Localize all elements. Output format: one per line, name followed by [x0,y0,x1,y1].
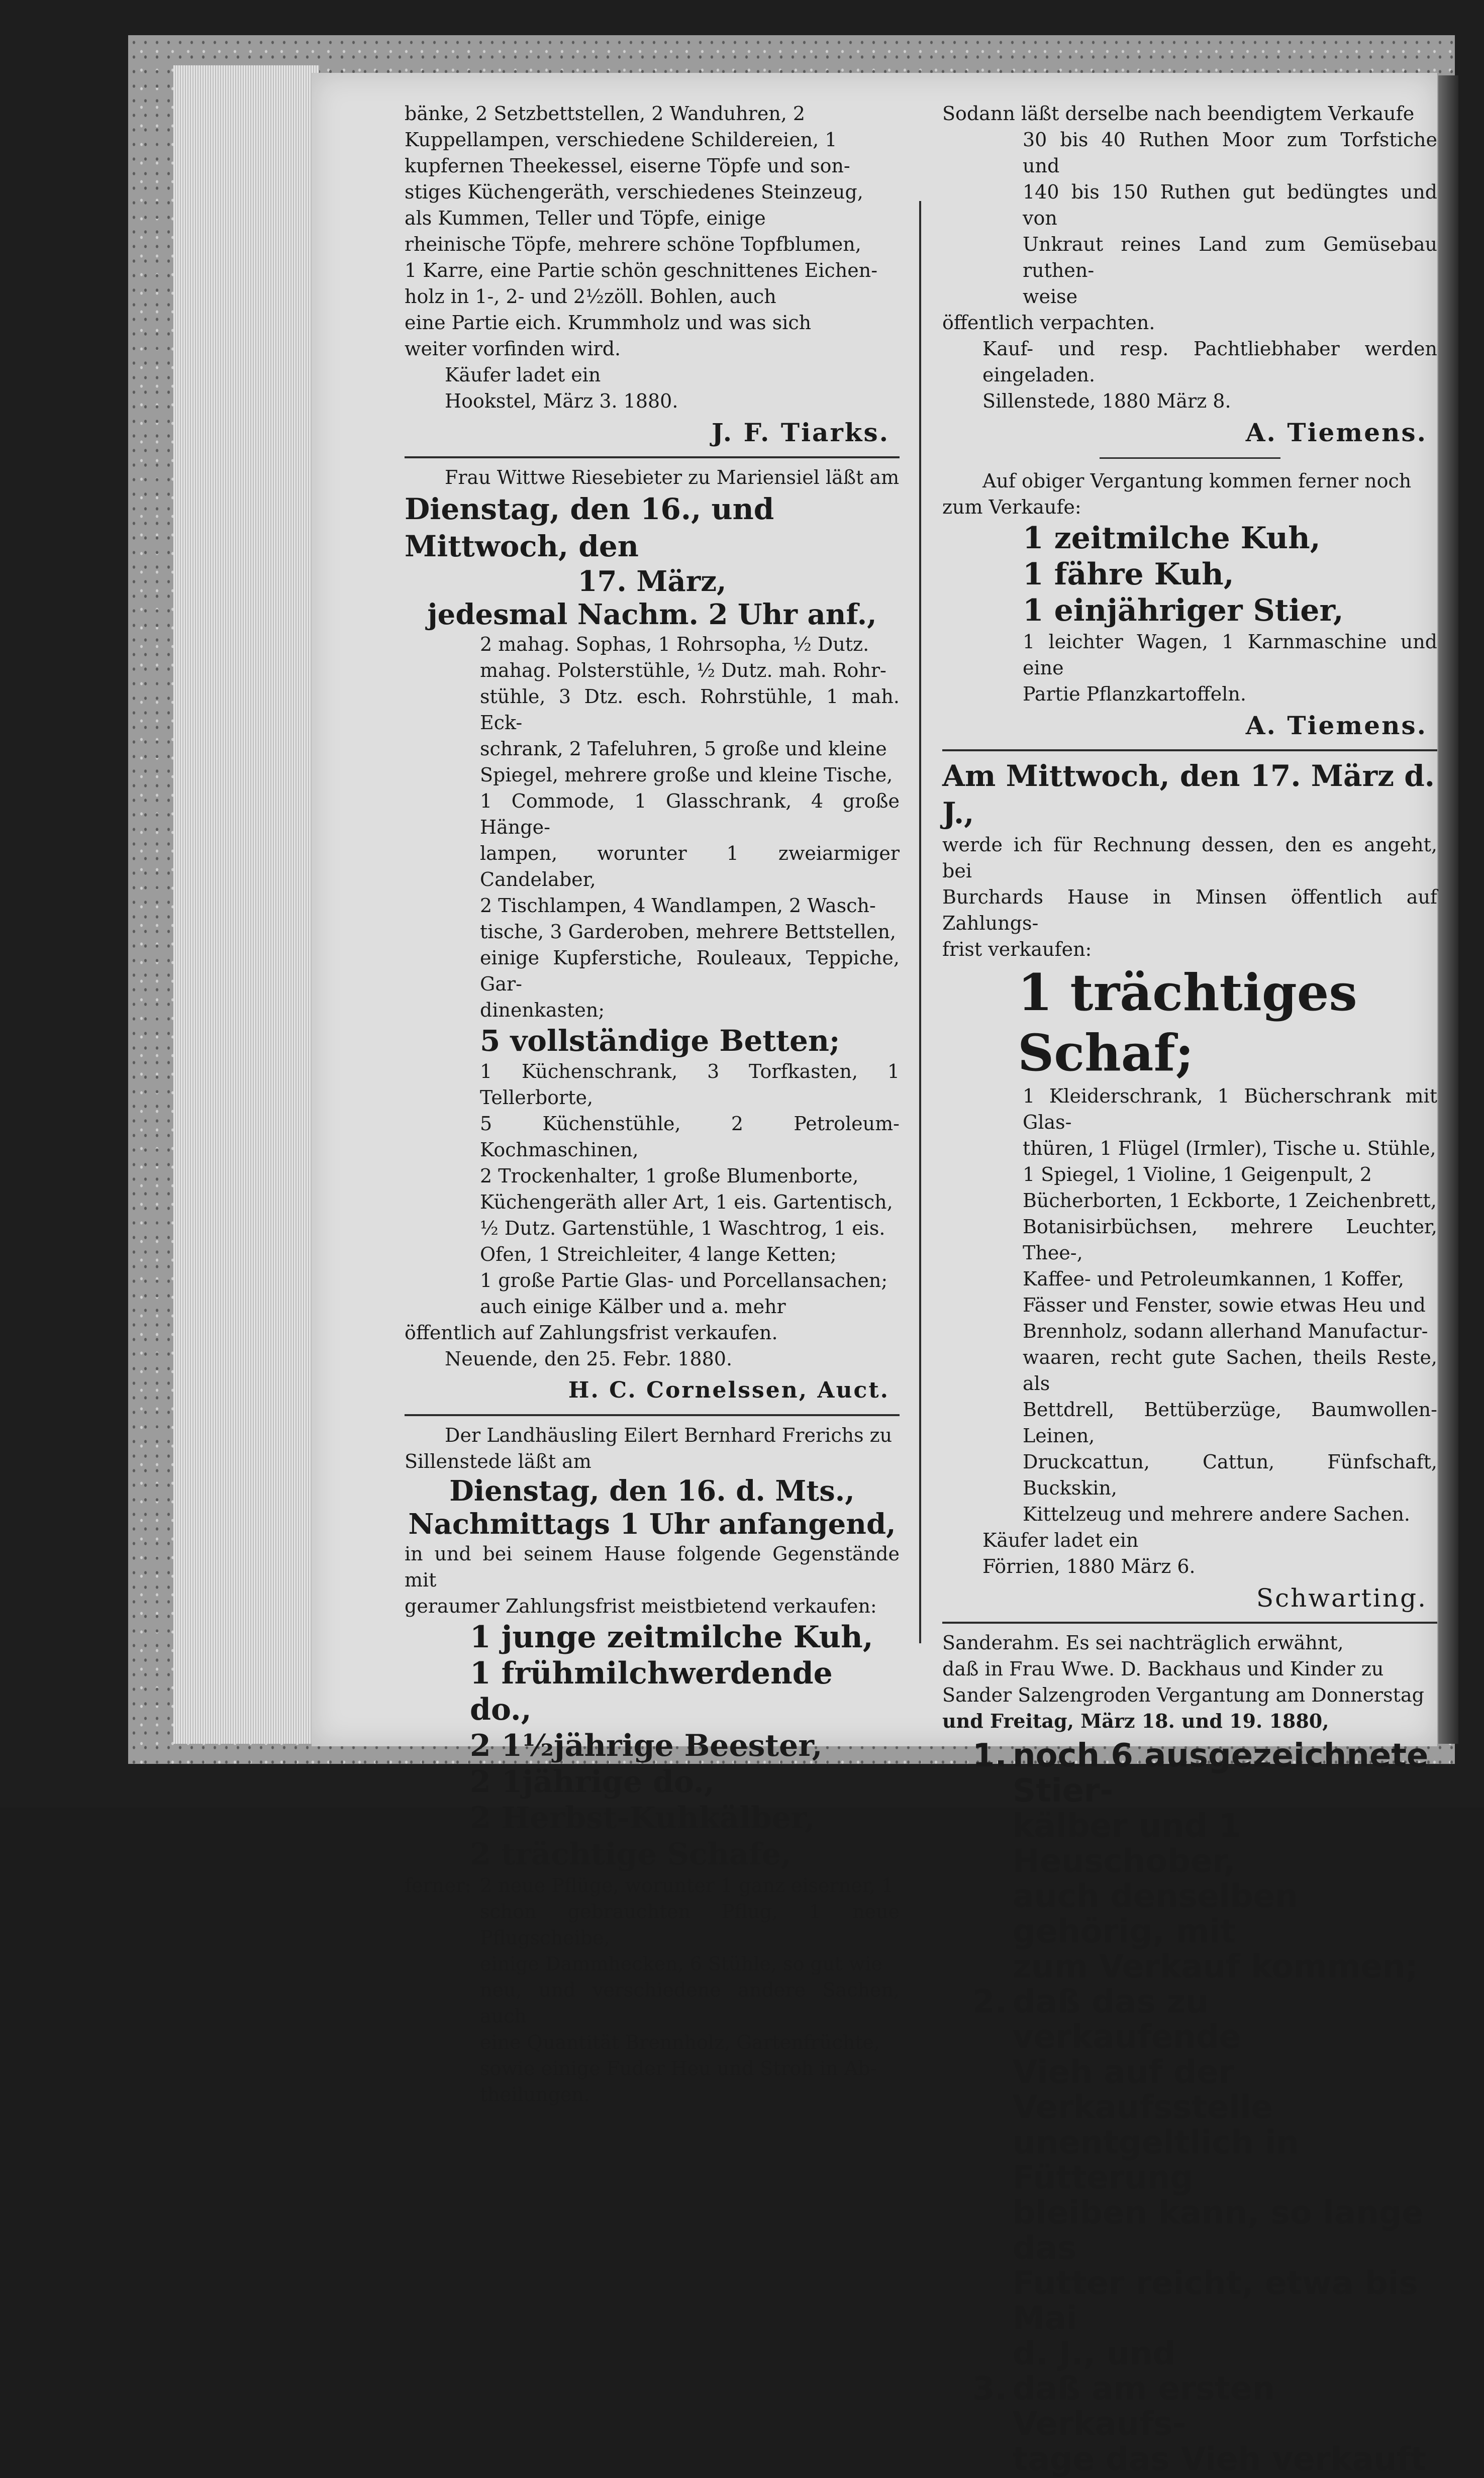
text-line: Brennholz, sodann allerhand Manufactur- [1023,1320,1428,1342]
place-date: Neuende, den 25. Febr. 1880. [445,1348,733,1370]
text-line: thüren, 1 Flügel (Irmler), Tische u. Stühle, [1023,1137,1436,1159]
invite-line: Käufer ladet ein [445,364,601,386]
text-line: tage das Vieh verkauft [1013,2441,1426,2478]
text-line: werde ich für Rechnung dessen, den es angeht, bei [942,834,1437,882]
text-line: kälber und 1 Heuschober, [1013,1808,1241,1880]
text-line: Kaffee- und Petroleumkannen, 1 Koffer, [1023,1268,1404,1290]
time-headline: jedesmal Nachm. 2 Uhr anf., [427,598,877,631]
text-line: 140 bis 150 Ruthen gut bedüngtes und von [1023,181,1437,229]
text-line: 1 Commode, 1 Glasschrank, 4 große Hänge- [480,790,900,838]
numbered-item [942,1985,1437,2371]
ad-schwarting [942,757,1437,1615]
text-line: schon gebrauchten Pflug, 1 neue Pflugscheibe, [480,1901,900,1949]
place-date: Hookstel, März 3. 1880. [445,390,678,412]
highlight-item: 1 trächtiges Schaf; [1018,963,1357,1082]
text-line: geraumer Zahlungsfrist meistbietend verkaufen: [405,1595,877,1617]
ad-separator [942,1622,1437,1624]
text-line: 1 leichter Wagen, 1 Karnmaschine und eine [1023,631,1437,679]
numbered-item [942,1738,1437,1985]
text-line: Unkraut reines Land zum Gemüsebau ruthen- [1023,233,1437,281]
item-number: 2. [972,1984,1007,2021]
text-line: daß in Frau Wwe. D. Backhaus und Kinder zu [942,1658,1384,1680]
text-line: Druckcattun, Cattun, Fünfschaft, Buckskin, [1023,1451,1437,1499]
animal-item: 1 junge zeitmilche Kuh, [470,1620,873,1655]
text-line: eine Partie eich. Krummholz und was sich [405,312,812,334]
indented-block [942,629,1437,707]
ad-riesebieter [405,464,900,1407]
time-headline: Nachmittags 1 Uhr anfangend, [408,1508,896,1541]
text-line: zum Verkaufe: [942,496,1081,518]
text-line: kupfernen Theekessel, eiserne Töpfe und son- [405,155,850,177]
text-line: Vieh auf der Verkaufsstelle [1013,2054,1273,2126]
text-line: neu, und verschiedene andere Sachen, auch [480,1979,900,2027]
right-column [942,101,1437,2477]
text-line: Futter reicht, etwa bis Mai [1013,2265,1418,2337]
closing-line: öffentlich verpachten. [942,312,1155,334]
text-line: tische, 3 Garderoben, mehrere Bettstellen, [480,921,897,943]
book-gutter [1438,75,1458,1744]
ad-separator [405,1414,900,1416]
text-line: Partie Pflanzkartoffeln. [1023,683,1246,705]
item-list [942,1083,1437,1527]
text-line: Burchards Hause in Minsen öffentlich auf Zahlungs- [942,886,1437,934]
text-line: 1 Küchenschrank, 3 Torfkasten, 1 Tellerborte, [480,1060,900,1109]
closing-line: öffentlich auf Zahlungsfrist verkaufen. [405,1322,778,1344]
text-line: Küchengeräth aller Art, 1 eis. Gartentisch, [480,1191,893,1213]
ad-tiemens-pacht [942,101,1437,449]
text-line: in und bei seinem Hause folgende Gegenstände mit [405,1543,900,1591]
text-line: dinenkasten; [480,999,605,1021]
text-line: d. J., und [1013,2335,1176,2372]
text-line: weiter vorfinden wird. [405,338,621,360]
item-list [405,631,900,1320]
text-line: auch einige Kälber und a. mehr [480,1296,786,1318]
ferner-block [405,1872,900,2108]
place-date: Sillenstede, 1880 März 8. [982,390,1231,412]
ferner-label: ferner: [405,1874,471,1897]
text-line: Fässer und Fenster, sowie etwas Heu und [1023,1294,1426,1316]
text-line: 30 bis 40 Ruthen Moor zum Torfstiche und [1023,129,1437,177]
text-line: 1 Spiegel, 1 Violine, 1 Geigenpult, 2 [1023,1163,1372,1185]
text-line: Botanisirbüchsen, mehrere Leuchter, Thee-, [1023,1216,1437,1264]
animal-item: 2 trächtige Schafe, [470,1837,792,1872]
ad-tiarks [405,101,900,449]
text-line: rheinische Töpfe, mehrere schöne Topfblumen, [405,233,861,255]
text-line: daß am ersten Verkaufs- [1013,2370,1275,2443]
date-headline: Am Mittwoch, den 17. März d. J., [942,759,1435,830]
text-line: auch denselben gehörig, mit [1013,1878,1298,1950]
animal-item: 1 zeitmilche Kuh, [1023,521,1321,556]
text-line: stiges Küchengeräth, verschiedenes Steinzeug, [405,181,863,203]
ad-sanderahm [942,1630,1437,2477]
page-edges [173,65,319,1744]
signature: J. F. Tiarks. [711,418,889,447]
text-line: bänke, 2 Setzbettstellen, 2 Wanduhren, 2 [405,103,806,125]
text-line: ½ Dutz. Gartenstühle, 1 Waschtrog, 1 eis. [480,1217,885,1239]
item-number: 1. [972,1737,1007,1774]
column-divider [919,201,921,1643]
text-line: waaren, recht gute Sachen, theils Reste, als [1023,1346,1437,1395]
text-line: Kittelzeug und mehrere andere Sachen. [1023,1503,1411,1525]
text-line: noch 6 ausgezeichnete Stier- [1013,1737,1429,1810]
text-line: mahag. Polsterstühle, ½ Dutz. mah. Rohr- [480,659,886,681]
text-line: Kuppellampen, verschiedene Schildereien, 1 [405,129,837,151]
text-line: theilungen. [480,2084,590,2106]
text-line: Ofen, 1 Streichleiter, 4 lange Ketten; [480,1243,837,1265]
date-headline: Dienstag, den 16., und Mittwoch, den [405,492,774,563]
item-number: 3. [972,2370,1007,2408]
ferner-list [480,1872,900,2108]
text-line: zum Verkauf kommen; [1013,1948,1418,1986]
ad-separator [942,749,1437,751]
text-line: Bücherborten, 1 Eckborte, 1 Zeichenbrett, [1023,1190,1437,1212]
ad-separator [405,456,900,458]
text-line: Spiegel, mehrere große und kleine Tische, [480,764,893,786]
text-line: Sillenstede läßt am [405,1450,591,1472]
animal-item: 1 einjähriger Stier, [1023,593,1344,628]
invite-line: Käufer ladet ein [982,1529,1139,1551]
text-line: Bettdrell, Bettüberzüge, Baumwollen-Leinen, [1023,1399,1437,1447]
text-line: Auf obiger Vergantung kommen ferner noch [982,470,1412,492]
item-body [1013,1985,1437,2371]
signature: A. Tiemens. [1245,418,1427,447]
item-body [1013,2371,1437,2477]
text-line: eine Quantität Brennholz, Gartenfrüchte, [480,2031,880,2053]
animal-item: 1 fähre Kuh, [1023,557,1234,592]
text-line: Sanderahm. Es sei nachträglich erwähnt, [942,1632,1344,1654]
ad-separator [1100,457,1280,459]
signature: Schwarting. [1256,1583,1427,1613]
signature: A. Tiemens. [1245,711,1427,740]
text-line: 1 Karre, eine Partie schön geschnittenes Eichen- [405,259,878,281]
animal-item: 2 1jährige do., [470,1764,715,1800]
text-line: Sander Salzengroden Vergantung am Donnerstag [942,1684,1424,1706]
indented-block [942,127,1437,310]
ad-frerichs [405,1422,900,2108]
text-line: 2 Trockenhalter, 1 große Blumenborte, [480,1165,859,1187]
date-headline: Dienstag, den 16. d. Mts., [449,1474,855,1508]
text-line: lampen, worunter 1 zweiarmiger Candelaber, [480,842,900,890]
text-line: und Freitag, März 18. und 19. 1880, [942,1710,1329,1732]
text-line: holz in 1-, 2- und 2½zöll. Bohlen, auch [405,285,776,308]
text-line: als Kummen, Teller und Töpfe, einige [405,207,766,229]
text-line: 1 Kleiderschrank, 1 Bücherschrank mit Glas- [1023,1085,1437,1133]
animal-item: 2 Herbst-Kuhkälber, [470,1801,816,1836]
text-line: einige Dammhecken, 6 Stühle, so gut wie [480,1953,882,1975]
text-line: weise [1023,285,1078,308]
invite-line: Kauf- und resp. Pachtliebhaber werden eingeladen. [982,338,1437,386]
text-line: 1 große Partie Glas- und Porcellansachen; [480,1269,888,1292]
left-column [405,101,900,2108]
text-line: daß das zu verkaufende [1013,1984,1241,2056]
text-line: 2 Tischlampen, 4 Wandlampen, 2 Wasch- [480,895,876,917]
text-line: Sodann läßt derselbe nach beendigtem Verkaufe [942,103,1415,125]
date-headline: 17. März, [577,565,727,598]
text-line: sowie einige Fuder Heu und Stroh in Ab- [480,2057,877,2079]
text-line: Der Landhäusling Eilert Bernhard Frerichs zu [445,1424,893,1446]
text-line: schrank, 2 Tafeluhren, 5 große und kleine [480,738,887,760]
text-line: einige Kupferstiche, Rouleaux, Teppiche, Gar- [480,947,900,995]
item-body [1013,1738,1437,1985]
numbered-item [942,2371,1437,2477]
text-line: frist verkaufen: [942,938,1092,960]
text-line: stühle, 3 Dtz. esch. Rohrstühle, 1 mah. Eck- [480,685,900,734]
animal-item: 1 frühmilchwerdende do., [470,1656,833,1727]
highlight-item: 5 vollständige Betten; [480,1024,840,1058]
ad-tiemens-vieh [942,468,1437,742]
text-line: 2 mahag. Sophas, 1 Rohrsopha, ½ Dutz. [480,633,869,655]
text-line: 5 Küchenstühle, 2 Petroleum-Kochmaschinen, [480,1113,900,1161]
animal-item: 2 1½jährige Beester, [470,1728,823,1763]
ad-intro: Frau Wittwe Riesebieter zu Mariensiel läßt am [445,466,900,488]
text-line: unentgeltlich in Fütterung [1013,2124,1299,2197]
text-line: 2 neue Pflüge, worunter 1 ganz eiserner, 1 [480,1874,894,1897]
place-date: Förrien, 1880 März 6. [982,1555,1196,1577]
text-line: bleiben kann, so lange das [1013,2195,1424,2267]
ad-tiarks-body [405,101,900,362]
signature: H. C. Cornelssen, Auct. [568,1377,889,1403]
